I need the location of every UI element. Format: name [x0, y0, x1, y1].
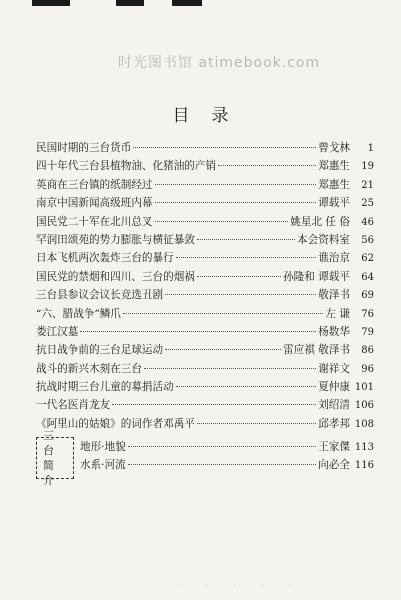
entry-author: 刘绍清 [318, 399, 350, 412]
section-label-box [36, 429, 74, 487]
dot-leader [80, 331, 316, 332]
dot-leader [165, 294, 316, 295]
entry-page: 21 [361, 179, 374, 191]
table-of-contents [36, 140, 374, 434]
entry-author: 郑惠生 [318, 160, 350, 173]
entry-page: 25 [361, 198, 374, 210]
entry-title: 娄江汉墓 [36, 325, 79, 338]
dot-leader [176, 257, 317, 258]
toc-entry [36, 140, 374, 158]
toc-entry [36, 214, 374, 232]
entry-page: 86 [361, 345, 374, 357]
toc-entry [36, 306, 374, 324]
dot-leader [128, 464, 316, 465]
toc-entry [36, 342, 374, 360]
entry-author: 敬泽书 [318, 289, 350, 302]
entry-author: 本会资料室 [297, 233, 350, 246]
entry-title: 国民党二十军在北川总叉 [36, 215, 153, 228]
entry-title: 日本飞机两次轰炸三台的暴行 [36, 252, 174, 265]
section-label-line2: 简介 [43, 459, 60, 487]
dot-leader [165, 349, 281, 350]
dot-leader [176, 386, 317, 387]
toc-entry [36, 287, 374, 305]
entry-page: 116 [354, 460, 374, 472]
dot-leader [144, 368, 316, 369]
entry-title: 国民党的禁烟和四川、三台的烟祸 [36, 270, 195, 283]
entry-title: 一代名医肖龙友 [36, 399, 111, 412]
entry-page: 79 [361, 326, 374, 338]
toc-entry [36, 250, 374, 268]
entry-title: 南京中国新闻高级班内幕 [36, 197, 153, 210]
entry-author: 雷应祺 敬泽书 [283, 344, 350, 357]
entry-title: 三台县参议会议长竞选丑剧 [36, 289, 164, 302]
dot-leader [155, 221, 289, 222]
section-entries [80, 439, 374, 476]
entry-author: 邱孝邦 [318, 417, 350, 430]
entry-title: 抗日战争前的三台足球运动 [36, 344, 164, 357]
sidebar-box-section [36, 429, 374, 487]
entry-title: 四十年代三台县植物油、化猪油的产销 [36, 160, 217, 173]
dot-leader [123, 313, 323, 314]
entry-title: 地形·地貌 [80, 441, 126, 453]
entry-page: 106 [354, 400, 374, 412]
dot-leader [133, 147, 316, 148]
entry-title: 《阿里山的姑娘》的词作者邓禹平 [36, 417, 195, 430]
entry-title: 水系·河流 [80, 459, 126, 472]
entry-author: 夏仲康 [318, 381, 350, 394]
dot-leader [155, 184, 317, 185]
toc-entry [36, 379, 374, 397]
toc-entry [36, 324, 374, 342]
entry-author: 郑惠生 [318, 178, 350, 191]
dot-leader [218, 165, 316, 166]
section-label-line1: 三台 [43, 429, 60, 457]
bottom-dots: · · · · · [178, 582, 304, 589]
toc-entry [36, 195, 374, 213]
entry-page: 113 [354, 442, 374, 453]
entry-author: 孙隆和 谭载平 [283, 270, 350, 283]
dot-leader [128, 446, 316, 447]
entry-page: 19 [361, 161, 374, 173]
entry-author: 向必全 [318, 459, 350, 472]
entry-author: 谭载平 [318, 197, 350, 210]
toc-entry [36, 177, 374, 195]
entry-page: 62 [361, 253, 374, 265]
watermark: 时光图书馆 atimebook.com [118, 55, 321, 71]
toc-entry [36, 269, 374, 287]
dot-leader [155, 202, 317, 203]
toc-entry [80, 439, 374, 457]
entry-author: 姚星北 任 俗 [290, 215, 350, 228]
toc-entry [36, 397, 374, 415]
entry-title: “六、腊战争”鳞爪 [36, 307, 121, 320]
dot-leader [112, 404, 316, 405]
toc-entry [36, 416, 374, 434]
entry-page: 46 [361, 216, 374, 228]
dot-leader [197, 276, 281, 277]
page-title: 目录 [172, 106, 251, 126]
toc-entry [36, 361, 374, 379]
entry-title: 民国时期的三台货币 [36, 142, 132, 154]
entry-author: 谯治京 [318, 252, 350, 265]
entry-page: 1 [367, 143, 374, 154]
toc-entry [36, 232, 374, 250]
entry-page: 64 [361, 271, 374, 283]
entry-title: 罕润田颂苑的势力膨胀与横征暴敛 [36, 233, 195, 246]
entry-author: 杨数华 [318, 325, 350, 338]
dot-leader [197, 423, 316, 424]
entry-title: 抗战时期三台儿童的募捐活动 [36, 381, 174, 394]
entry-page: 101 [354, 382, 374, 394]
entry-title: 战斗的新兴木刻在三台 [36, 362, 142, 375]
entry-title: 英商在三台镇的纸制经过 [36, 178, 153, 191]
entry-page: 56 [361, 234, 374, 246]
entry-page: 69 [361, 290, 374, 302]
entry-page: 96 [361, 363, 374, 375]
toc-entry [80, 457, 374, 475]
entry-author: 曾戈林 [318, 142, 350, 154]
entry-page: 108 [354, 418, 374, 430]
entry-author: 谢祥文 [318, 362, 350, 375]
entry-author: 王家傑 [318, 441, 350, 453]
toc-entry [36, 158, 374, 176]
entry-page: 76 [361, 308, 374, 320]
top-edge-marks [0, 0, 401, 8]
entry-author: 左 谦 [325, 307, 350, 320]
dot-leader [197, 239, 295, 240]
